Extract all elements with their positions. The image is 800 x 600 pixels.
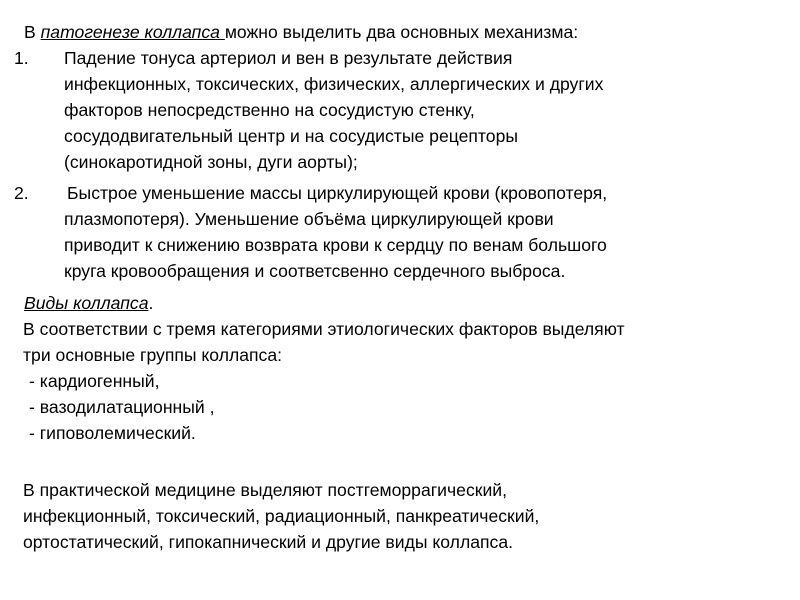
mechanism-2-line: плазмопотеря). Уменьшение объёма циркулирующей крови [64,209,554,229]
types-heading-suffix: . [148,293,154,313]
intro-suffix: можно выделить два основных механизма: [224,22,579,42]
mechanism-1-number: 1. [14,48,29,68]
mechanism-1-line: (синокаротидной зоны, дуги аорты); [64,152,358,172]
mechanism-2-text [64,180,607,284]
mechanism-2-number: 2. [14,183,29,203]
mechanism-2-line: круга кровообращения и соответсвенно сердечного выброса. [64,261,566,281]
types-list-item: - вазодилатационный , [29,397,215,417]
types-list-item: - гиповолемический. [29,423,196,443]
intro-prefix: В [24,22,41,42]
types-heading [24,290,153,316]
types-intro-line: В соответствии с тремя категориями этиологических факторов выделяют [23,319,625,339]
types-intro-paragraph [23,316,625,368]
types-heading-term: Виды коллапса [24,293,149,313]
mechanism-2-line: приводит к снижению возврата крови к сердцу по венам большого [64,235,607,255]
mechanism-1-line: инфекционных, токсических, физических, аллергических и других [64,74,604,94]
practice-paragraph [23,477,539,555]
practice-line: В практической медицине выделяют постгеморрагический, [23,480,507,500]
practice-line: ортостатический, гипокапнический и другие виды коллапса. [23,532,513,552]
mechanism-1-text [64,45,603,175]
types-list [23,368,215,446]
intro-paragraph [24,19,578,45]
practice-line: инфекционный, токсический, радиационный, панкреатический, [23,506,540,526]
intro-accent-term: патогенезе коллапса [40,22,225,42]
mechanism-1-line: факторов непосредственно на сосудистую стенку, [64,100,475,120]
mechanism-1-line: Падение тонуса артериол и вен в результате действия [64,48,513,68]
mechanism-2-line: Быстрое уменьшение массы циркулирующей крови (кровопотеря, [67,183,608,203]
types-intro-line: три основные группы коллапса: [23,345,283,365]
mechanism-1-line: сосудодвигательный центр и на сосудистые рецепторы [64,126,518,146]
types-list-item: - кардиогенный, [29,371,160,391]
